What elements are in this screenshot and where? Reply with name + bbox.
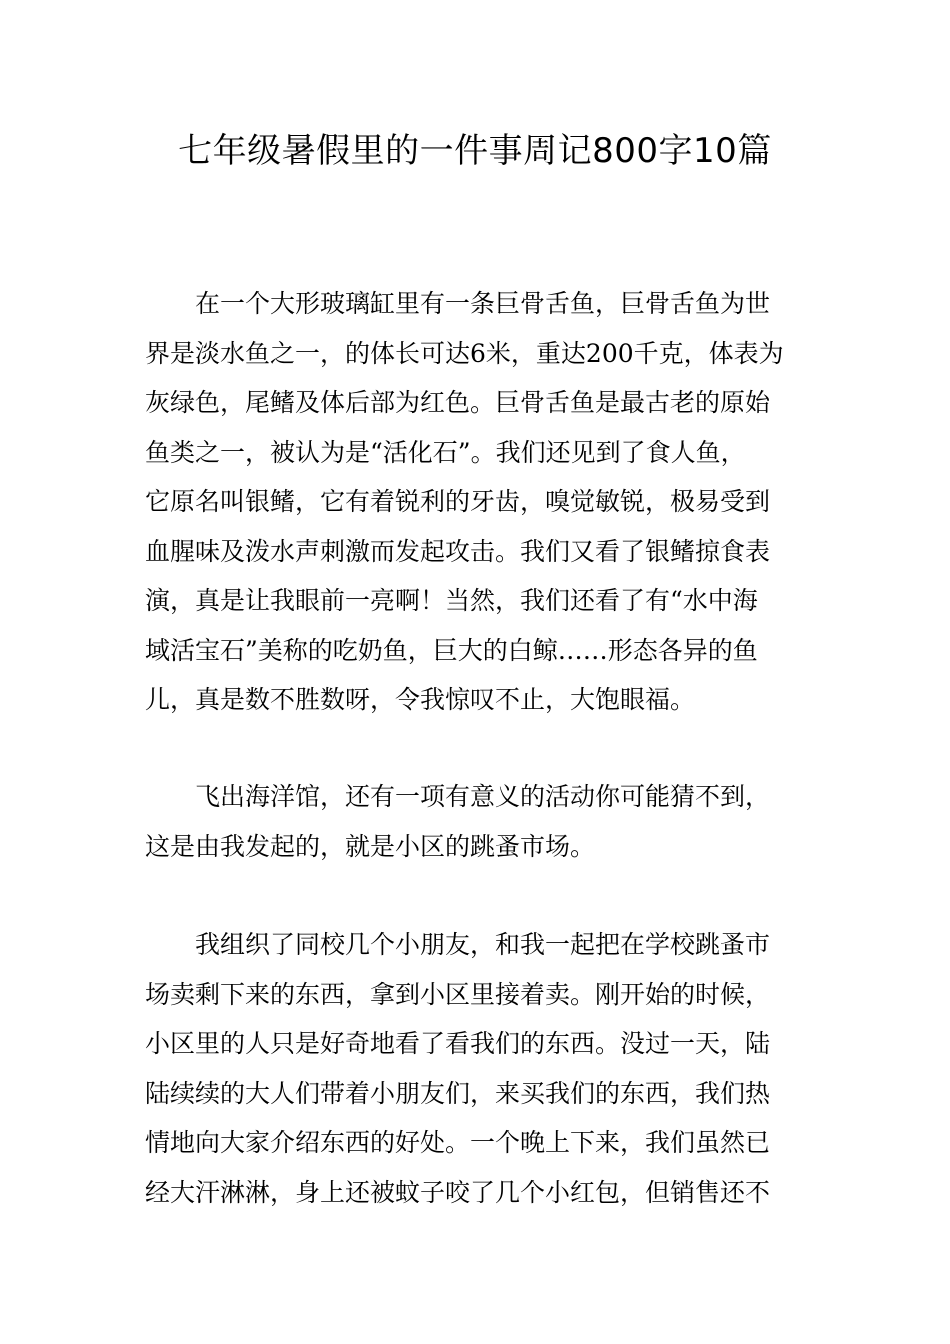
paragraph-line: 儿，真是数不胜数呀，令我惊叹不止，大饱眼福。	[145, 685, 696, 714]
paragraph-line: 它原名叫银鳍，它有着锐利的牙齿，嗅觉敏锐，极易受到	[145, 487, 771, 516]
paragraph-line: 场卖剩下来的东西，拿到小区里接着卖。刚开始的时候，	[145, 979, 771, 1009]
paragraph-line: 小区里的人只是好奇地看了看我们的东西。没过一天，陆	[145, 1029, 771, 1058]
paragraph-line: 鱼类之一，被认为是“活化石”。我们还见到了食人鱼，	[145, 437, 746, 467]
paragraph-line: 飞出海洋馆，还有一项有意义的活动你可能猜不到，	[195, 782, 771, 811]
paragraph-flea-market-story	[145, 920, 807, 1217]
paragraph-line: 情地向大家介绍东西的好处。一个晚上下来，我们虽然已	[145, 1128, 771, 1157]
paragraph-line: 陆续续的大人们带着小朋友们，来买我们的东西，我们热	[145, 1078, 771, 1108]
paragraph-line: 域活宝石”美称的吃奶鱼，巨大的白鲸……形态各异的鱼	[145, 635, 758, 665]
paragraph-flea-market-intro	[145, 772, 807, 871]
paragraph-line: 在一个大形玻璃缸里有一条巨骨舌鱼，巨骨舌鱼为世	[195, 289, 771, 318]
paragraph-line: 演，真是让我眼前一亮啊！当然，我们还看了有“水中海	[145, 586, 758, 615]
paragraph-aquarium	[145, 279, 807, 725]
paragraph-line: 我组织了同校几个小朋友，和我一起把在学校跳蚤市	[195, 930, 771, 959]
paragraph-line: 血腥味及泼水声刺激而发起攻击。我们又看了银鳍掠食表	[145, 536, 771, 566]
paragraph-line: 界是淡水鱼之一，的体长可达6米，重达200千克，体表为	[145, 338, 784, 368]
paragraph-line: 灰绿色，尾鳍及体后部为红色。巨骨舌鱼是最古老的原始	[145, 388, 771, 417]
document-title: 七年级暑假里的一件事周记800字10篇	[178, 131, 772, 171]
paragraph-line: 经大汗淋淋，身上还被蚊子咬了几个小红包，但销售还不	[145, 1177, 771, 1207]
paragraph-line: 这是由我发起的，就是小区的跳蚤市场。	[145, 831, 596, 861]
